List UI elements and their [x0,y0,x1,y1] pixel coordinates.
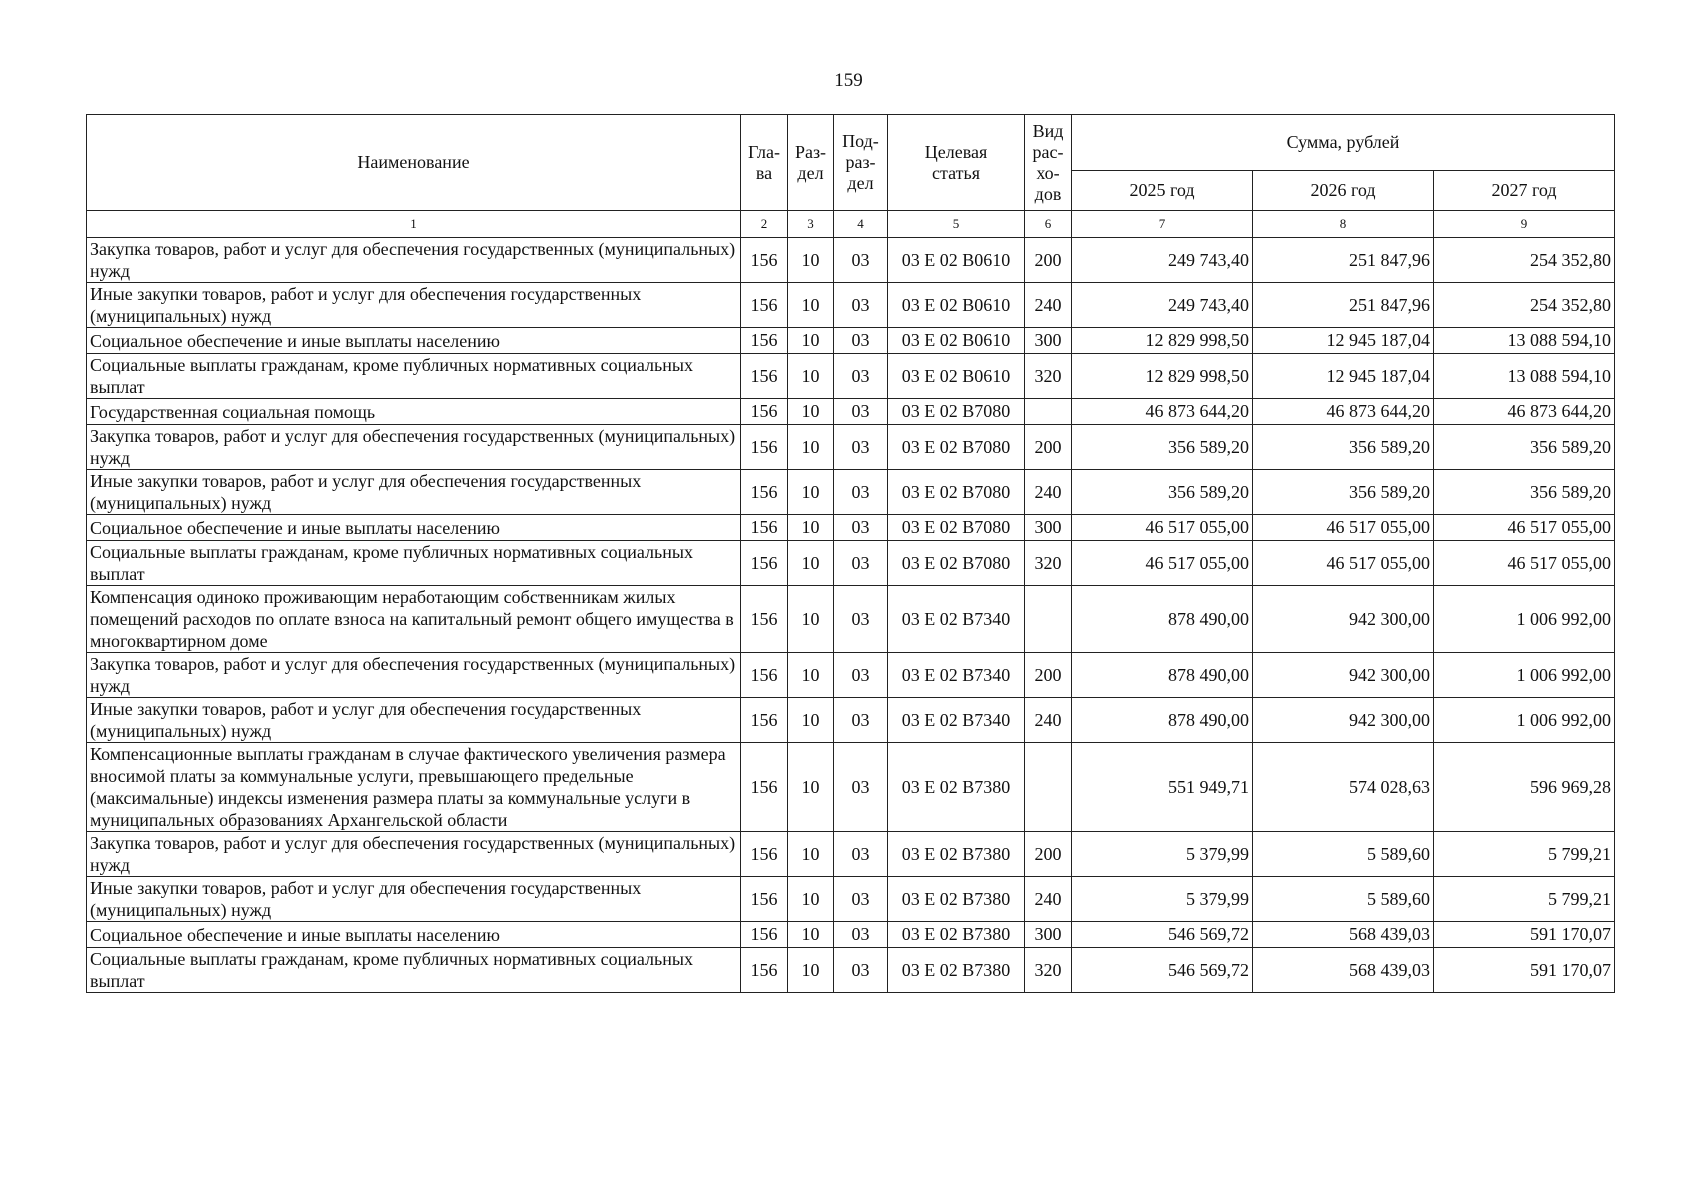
row-amount-2027: 591 170,07 [1434,948,1615,993]
row-subsection: 03 [834,238,888,283]
row-expense-type: 240 [1025,877,1072,922]
row-amount-2025: 356 589,20 [1072,425,1253,470]
row-target-article: 03 Е 02 В0610 [888,328,1025,354]
row-target-article: 03 Е 02 В7380 [888,922,1025,948]
row-amount-2026: 356 589,20 [1253,425,1434,470]
row-subsection: 03 [834,948,888,993]
row-chapter: 156 [741,515,788,541]
table-row [87,425,1615,470]
row-name: Закупка товаров, работ и услуг для обеспечения государственных (муниципальных) нужд [87,425,741,470]
row-chapter: 156 [741,922,788,948]
row-name: Социальные выплаты гражданам, кроме публичных нормативных социальных выплат [87,948,741,993]
table-row [87,328,1615,354]
row-section: 10 [788,877,834,922]
row-subsection: 03 [834,653,888,698]
row-target-article: 03 Е 02 В7080 [888,515,1025,541]
row-chapter: 156 [741,425,788,470]
row-name: Закупка товаров, работ и услуг для обеспечения государственных (муниципальных) нужд [87,832,741,877]
row-expense-type: 200 [1025,425,1072,470]
row-target-article: 03 Е 02 В7340 [888,586,1025,653]
table-row [87,283,1615,328]
row-name: Закупка товаров, работ и услуг для обеспечения государственных (муниципальных) нужд [87,238,741,283]
row-target-article: 03 Е 02 В7080 [888,425,1025,470]
row-amount-2027: 1 006 992,00 [1434,698,1615,743]
row-name: Социальное обеспечение и иные выплаты населению [87,922,741,948]
row-amount-2027: 5 799,21 [1434,877,1615,922]
row-section: 10 [788,238,834,283]
row-chapter: 156 [741,743,788,832]
row-target-article: 03 Е 02 В7080 [888,470,1025,515]
row-amount-2027: 356 589,20 [1434,425,1615,470]
row-target-article: 03 Е 02 В7380 [888,948,1025,993]
column-number: 2 [741,211,788,238]
row-amount-2026: 5 589,60 [1253,877,1434,922]
row-expense-type: 200 [1025,653,1072,698]
row-section: 10 [788,743,834,832]
row-subsection: 03 [834,698,888,743]
table-row [87,515,1615,541]
row-amount-2027: 356 589,20 [1434,470,1615,515]
row-amount-2025: 356 589,20 [1072,470,1253,515]
row-subsection: 03 [834,832,888,877]
header-chapter: Гла- ва [741,115,788,211]
row-name: Закупка товаров, работ и услуг для обеспечения государственных (муниципальных) нужд [87,653,741,698]
row-subsection: 03 [834,354,888,399]
row-expense-type: 240 [1025,470,1072,515]
column-number: 4 [834,211,888,238]
row-amount-2026: 46 517 055,00 [1253,515,1434,541]
header-row [87,115,1615,171]
row-chapter: 156 [741,698,788,743]
row-amount-2026: 942 300,00 [1253,653,1434,698]
row-target-article: 03 Е 02 В7380 [888,832,1025,877]
row-chapter: 156 [741,653,788,698]
row-target-article: 03 Е 02 В0610 [888,354,1025,399]
row-chapter: 156 [741,877,788,922]
row-name: Социальное обеспечение и иные выплаты населению [87,515,741,541]
row-expense-type: 200 [1025,832,1072,877]
row-subsection: 03 [834,399,888,425]
header-expense-type: Вид рас- хо- дов [1025,115,1072,211]
table-row [87,877,1615,922]
row-chapter: 156 [741,470,788,515]
row-name: Иные закупки товаров, работ и услуг для обеспечения государственных (муниципальных) нужд [87,470,741,515]
row-target-article: 03 Е 02 В7080 [888,399,1025,425]
row-amount-2027: 1 006 992,00 [1434,586,1615,653]
table-row [87,354,1615,399]
row-chapter: 156 [741,541,788,586]
row-section: 10 [788,399,834,425]
row-amount-2025: 5 379,99 [1072,832,1253,877]
row-subsection: 03 [834,922,888,948]
row-expense-type: 240 [1025,283,1072,328]
row-amount-2026: 251 847,96 [1253,238,1434,283]
header-year-2027: 2027 год [1434,171,1615,211]
row-expense-type: 320 [1025,354,1072,399]
row-subsection: 03 [834,328,888,354]
column-number: 9 [1434,211,1615,238]
row-amount-2027: 591 170,07 [1434,922,1615,948]
row-subsection: 03 [834,425,888,470]
row-amount-2026: 568 439,03 [1253,922,1434,948]
row-name: Компенсационные выплаты гражданам в случае фактического увеличения размера вносимой платы за коммунальные услуги, превышающего предельные (максимальные) индексы изменения размера платы за коммунальные услуги в муниципальных образованиях Архангельской области [87,743,741,832]
row-amount-2026: 568 439,03 [1253,948,1434,993]
row-section: 10 [788,653,834,698]
budget-table [86,114,1615,993]
row-amount-2027: 5 799,21 [1434,832,1615,877]
row-target-article: 03 Е 02 В7380 [888,877,1025,922]
row-amount-2026: 46 517 055,00 [1253,541,1434,586]
table-row [87,698,1615,743]
row-amount-2025: 546 569,72 [1072,948,1253,993]
row-expense-type: 240 [1025,698,1072,743]
row-chapter: 156 [741,283,788,328]
row-amount-2026: 12 945 187,04 [1253,354,1434,399]
header-year-2025: 2025 год [1072,171,1253,211]
row-subsection: 03 [834,515,888,541]
row-subsection: 03 [834,743,888,832]
header-year-2026: 2026 год [1253,171,1434,211]
row-amount-2027: 254 352,80 [1434,283,1615,328]
row-amount-2026: 574 028,63 [1253,743,1434,832]
row-name: Компенсация одиноко проживающим неработающим собственникам жилых помещений расходов по оплате взноса на капитальный ремонт общего имущества в многоквартирном доме [87,586,741,653]
row-subsection: 03 [834,877,888,922]
row-amount-2025: 12 829 998,50 [1072,354,1253,399]
table-row [87,541,1615,586]
row-expense-type: 320 [1025,948,1072,993]
row-section: 10 [788,948,834,993]
row-target-article: 03 Е 02 В7080 [888,541,1025,586]
row-amount-2026: 942 300,00 [1253,586,1434,653]
row-amount-2026: 356 589,20 [1253,470,1434,515]
row-amount-2025: 46 517 055,00 [1072,515,1253,541]
row-expense-type: 300 [1025,515,1072,541]
row-target-article: 03 Е 02 В7340 [888,653,1025,698]
row-name: Иные закупки товаров, работ и услуг для обеспечения государственных (муниципальных) нужд [87,698,741,743]
row-expense-type [1025,399,1072,425]
row-amount-2027: 46 873 644,20 [1434,399,1615,425]
row-amount-2025: 5 379,99 [1072,877,1253,922]
column-number: 6 [1025,211,1072,238]
row-amount-2027: 46 517 055,00 [1434,515,1615,541]
column-number: 3 [788,211,834,238]
header-name: Наименование [87,115,741,211]
table-row [87,586,1615,653]
row-section: 10 [788,515,834,541]
row-chapter: 156 [741,399,788,425]
row-expense-type: 300 [1025,328,1072,354]
row-chapter: 156 [741,948,788,993]
row-amount-2025: 46 517 055,00 [1072,541,1253,586]
row-name: Иные закупки товаров, работ и услуг для обеспечения государственных (муниципальных) нужд [87,283,741,328]
table-row [87,743,1615,832]
row-amount-2025: 46 873 644,20 [1072,399,1253,425]
row-target-article: 03 Е 02 В7340 [888,698,1025,743]
row-section: 10 [788,832,834,877]
row-expense-type: 320 [1025,541,1072,586]
table-row [87,399,1615,425]
row-section: 10 [788,354,834,399]
row-name: Иные закупки товаров, работ и услуг для обеспечения государственных (муниципальных) нужд [87,877,741,922]
row-expense-type [1025,586,1072,653]
row-target-article: 03 Е 02 В7380 [888,743,1025,832]
row-amount-2027: 1 006 992,00 [1434,653,1615,698]
row-amount-2026: 5 589,60 [1253,832,1434,877]
column-number-row [87,211,1615,238]
table-row [87,948,1615,993]
column-number: 5 [888,211,1025,238]
row-subsection: 03 [834,470,888,515]
row-name: Социальные выплаты гражданам, кроме публичных нормативных социальных выплат [87,354,741,399]
row-expense-type [1025,743,1072,832]
row-target-article: 03 Е 02 В0610 [888,238,1025,283]
row-section: 10 [788,328,834,354]
table-body [87,238,1615,993]
row-subsection: 03 [834,586,888,653]
row-chapter: 156 [741,832,788,877]
column-number: 1 [87,211,741,238]
column-number: 8 [1253,211,1434,238]
row-name: Государственная социальная помощь [87,399,741,425]
row-amount-2027: 46 517 055,00 [1434,541,1615,586]
row-amount-2025: 546 569,72 [1072,922,1253,948]
row-section: 10 [788,541,834,586]
table-row [87,832,1615,877]
header-section: Раз- дел [788,115,834,211]
row-amount-2026: 12 945 187,04 [1253,328,1434,354]
row-subsection: 03 [834,283,888,328]
table-row [87,922,1615,948]
row-chapter: 156 [741,238,788,283]
row-subsection: 03 [834,541,888,586]
row-amount-2025: 249 743,40 [1072,283,1253,328]
row-name: Социальное обеспечение и иные выплаты населению [87,328,741,354]
row-section: 10 [788,922,834,948]
row-chapter: 156 [741,354,788,399]
row-target-article: 03 Е 02 В0610 [888,283,1025,328]
row-amount-2027: 13 088 594,10 [1434,328,1615,354]
row-amount-2025: 12 829 998,50 [1072,328,1253,354]
row-amount-2026: 942 300,00 [1253,698,1434,743]
row-amount-2025: 551 949,71 [1072,743,1253,832]
header-sum: Сумма, рублей [1072,115,1615,171]
row-chapter: 156 [741,586,788,653]
row-expense-type: 300 [1025,922,1072,948]
page-number: 159 [834,70,863,91]
row-amount-2025: 878 490,00 [1072,653,1253,698]
table-row [87,470,1615,515]
row-chapter: 156 [741,328,788,354]
row-section: 10 [788,586,834,653]
row-amount-2025: 878 490,00 [1072,586,1253,653]
table-row [87,238,1615,283]
row-amount-2026: 46 873 644,20 [1253,399,1434,425]
row-section: 10 [788,698,834,743]
row-section: 10 [788,283,834,328]
column-number: 7 [1072,211,1253,238]
header-subsection: Под- раз- дел [834,115,888,211]
row-amount-2025: 249 743,40 [1072,238,1253,283]
row-name: Социальные выплаты гражданам, кроме публичных нормативных социальных выплат [87,541,741,586]
row-expense-type: 200 [1025,238,1072,283]
row-amount-2026: 251 847,96 [1253,283,1434,328]
row-section: 10 [788,425,834,470]
row-section: 10 [788,470,834,515]
row-amount-2027: 254 352,80 [1434,238,1615,283]
header-target: Целевая статья [888,115,1025,211]
row-amount-2027: 596 969,28 [1434,743,1615,832]
row-amount-2025: 878 490,00 [1072,698,1253,743]
row-amount-2027: 13 088 594,10 [1434,354,1615,399]
table-row [87,653,1615,698]
